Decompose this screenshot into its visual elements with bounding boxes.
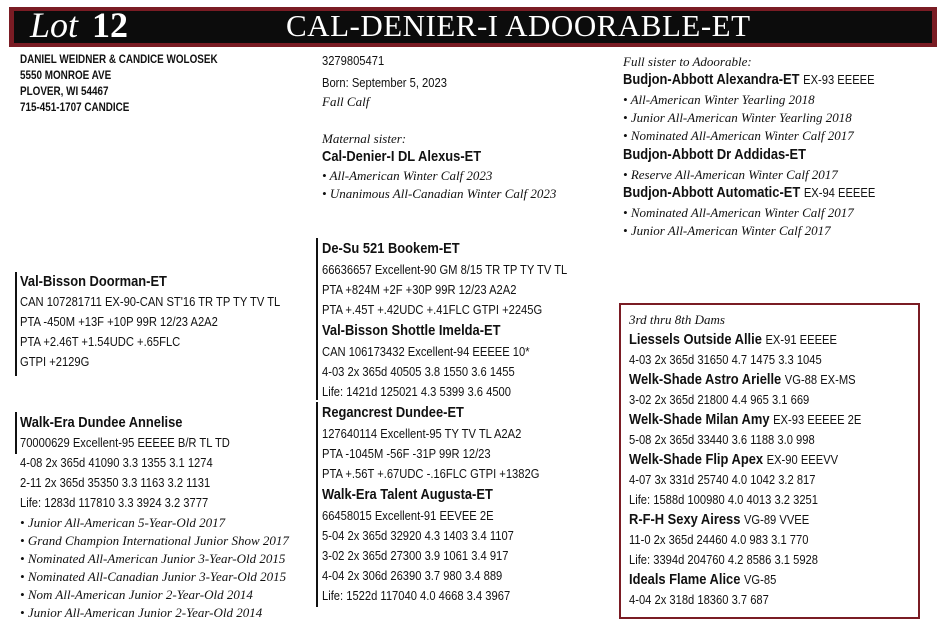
- consignor-name: DANIEL WEIDNER & CANDICE WOLOSEK: [20, 54, 218, 66]
- honor-item: • Grand Champion International Junior Show 2017: [20, 533, 289, 548]
- relative-entry: Budjon-Abbott Dr Addidas-ET: [623, 146, 806, 163]
- honor-item: • Junior All-American Junior 2-Year-Old 2014: [20, 605, 263, 620]
- lot-number: 12: [92, 5, 128, 45]
- dam-dam-line: 4-04 2x 306d 26390 3.7 980 3.4 889: [322, 568, 503, 583]
- page-title: CAL-DENIER-I ADOORABLE-ET: [286, 8, 751, 43]
- ancestor-dam-line: 4-04 2x 318d 18360 3.7 687: [629, 592, 769, 607]
- consignor-city: PLOVER, WI 54467: [20, 86, 109, 98]
- sire-name: Val-Bisson Doorman-ET: [20, 273, 167, 290]
- dam-side-bracket-line: [316, 402, 318, 607]
- dam-dam-name: Walk-Era Talent Augusta-ET: [322, 486, 493, 503]
- birth-date: Born: September 5, 2023: [322, 75, 447, 90]
- dam-line: 2-11 2x 365d 35350 3.3 1163 3.2 1131: [20, 475, 211, 490]
- dam-line: 70000629 Excellent-95 EEEEE B/R TL TD: [20, 435, 230, 450]
- sire-line: PTA -450M +13F +10P 99R 12/23 A2A2: [20, 314, 218, 329]
- consignor-phone: 715-451-1707 CANDICE: [20, 102, 130, 114]
- sire-sire-line: PTA +824M +2F +30P 99R 12/23 A2A2: [322, 282, 517, 297]
- dam-line: Life: 1283d 117810 3.3 3924 3.2 3777: [20, 495, 209, 510]
- maternal-sister-label: Maternal sister:: [322, 131, 407, 146]
- maternal-sister-name: Cal-Denier-I DL Alexus-ET: [322, 148, 482, 165]
- dam-sire-name: Regancrest Dundee-ET: [322, 404, 464, 421]
- honor-item: • All-American Winter Yearling 2018: [623, 92, 815, 107]
- honor-item: • Junior All-American 5-Year-Old 2017: [20, 515, 226, 530]
- ancestor-dam-name: Welk-Shade Astro Arielle VG-88 EX-MS: [629, 371, 856, 388]
- dam-sire-line: 127640114 Excellent-95 TY TV TL A2A2: [322, 426, 522, 441]
- sire-side-bracket-line: [316, 238, 318, 400]
- ancestor-dam-name: Welk-Shade Flip Apex EX-90 EEEVV: [629, 451, 839, 468]
- ancestor-dam-line: Life: 3394d 204760 4.2 8586 3.1 5928: [629, 552, 818, 567]
- dam-dam-line: 3-02 2x 365d 27300 3.9 1061 3.4 917: [322, 548, 509, 563]
- honor-item: • Unanimous All-Canadian Winter Calf 2023: [322, 186, 557, 201]
- dam-dam-line: 66458015 Excellent-91 EEVEE 2E: [322, 508, 494, 523]
- honor-item: • Nominated All-American Winter Calf 2017: [623, 128, 854, 143]
- dam-bracket-line: [15, 412, 17, 454]
- dam-name: Walk-Era Dundee Annelise: [20, 414, 183, 431]
- ancestor-dam-line: 3-02 2x 365d 21800 4.4 965 3.1 669: [629, 392, 810, 407]
- sire-line: CAN 107281711 EX-90-CAN ST'16 TR TP TY TV TL: [20, 294, 281, 309]
- honor-item: • Junior All-American Winter Calf 2017: [623, 223, 831, 238]
- relative-entry: Budjon-Abbott Automatic-ET EX-94 EEEEE: [623, 184, 876, 201]
- full-sister-label: Full sister to Adoorable:: [623, 54, 752, 69]
- lot-label: Lot: [30, 5, 79, 45]
- ancestor-dam-line: 4-03 2x 365d 31650 4.7 1475 3.3 1045: [629, 352, 822, 367]
- registration-number: 3279805471: [322, 53, 385, 68]
- ancestor-dam-name: Liessels Outside Allie EX-91 EEEEE: [629, 331, 837, 348]
- sire-line: GTPI +2129G: [20, 354, 90, 369]
- dam-sire-line: PTA +.56T +.67UDC -.16FLC GTPI +1382G: [322, 466, 540, 481]
- honor-item: • Reserve All-American Winter Calf 2017: [623, 167, 838, 182]
- calf-class: Fall Calf: [322, 94, 370, 109]
- honor-item: • Nominated All-American Winter Calf 2017: [623, 205, 854, 220]
- ancestor-dams-label: 3rd thru 8th Dams: [629, 312, 725, 327]
- sire-line: PTA +2.46T +1.54UDC +.65FLC: [20, 334, 181, 349]
- sire-sire-line: PTA +.45T +.42UDC +.41FLC GTPI +2245G: [322, 302, 543, 317]
- ancestor-dam-line: Life: 1588d 100980 4.0 4013 3.2 3251: [629, 492, 818, 507]
- honor-item: • Nominated All-Canadian Junior 3-Year-Old 2015: [20, 569, 287, 584]
- dam-sire-line: PTA -1045M -56F -31P 99R 12/23: [322, 446, 491, 461]
- sire-bracket-line: [15, 272, 17, 376]
- consignor-address: 5550 MONROE AVE: [20, 70, 112, 82]
- dam-line: 4-08 2x 365d 41090 3.3 1355 3.1 1274: [20, 455, 213, 470]
- dam-dam-line: Life: 1522d 117040 4.0 4668 3.4 3967: [322, 588, 511, 603]
- honor-item: • Nominated All-American Junior 3-Year-Old 2015: [20, 551, 286, 566]
- ancestor-dam-line: 4-07 3x 331d 25740 4.0 1042 3.2 817: [629, 472, 816, 487]
- ancestor-dam-line: 5-08 2x 365d 33440 3.6 1188 3.0 998: [629, 432, 815, 447]
- ancestor-dam-name: Welk-Shade Milan Amy EX-93 EEEEE 2E: [629, 411, 862, 428]
- ancestor-dam-name: Ideals Flame Alice VG-85: [629, 571, 777, 588]
- relative-entry: Budjon-Abbott Alexandra-ET EX-93 EEEEE: [623, 71, 875, 88]
- honor-item: • Junior All-American Winter Yearling 2018: [623, 110, 852, 125]
- ancestor-dam-line: 11-0 2x 365d 24460 4.0 983 3.1 770: [629, 532, 809, 547]
- sire-dam-line: 4-03 2x 365d 40505 3.8 1550 3.6 1455: [322, 364, 515, 379]
- honor-item: • All-American Winter Calf 2023: [322, 168, 493, 183]
- ancestor-dam-name: R-F-H Sexy Airess VG-89 VVEE: [629, 511, 810, 528]
- sire-sire-name: De-Su 521 Bookem-ET: [322, 240, 460, 257]
- sire-dam-line: Life: 1421d 125021 4.3 5399 3.6 4500: [322, 384, 511, 399]
- honor-item: • Nom All-American Junior 2-Year-Old 2014: [20, 587, 253, 602]
- dam-dam-line: 5-04 2x 365d 32920 4.3 1403 3.4 1107: [322, 528, 514, 543]
- sire-sire-line: 66636657 Excellent-90 GM 8/15 TR TP TY TV TL: [322, 262, 568, 277]
- sire-dam-line: CAN 106173432 Excellent-94 EEEEE 10*: [322, 344, 530, 359]
- sire-dam-name: Val-Bisson Shottle Imelda-ET: [322, 322, 501, 339]
